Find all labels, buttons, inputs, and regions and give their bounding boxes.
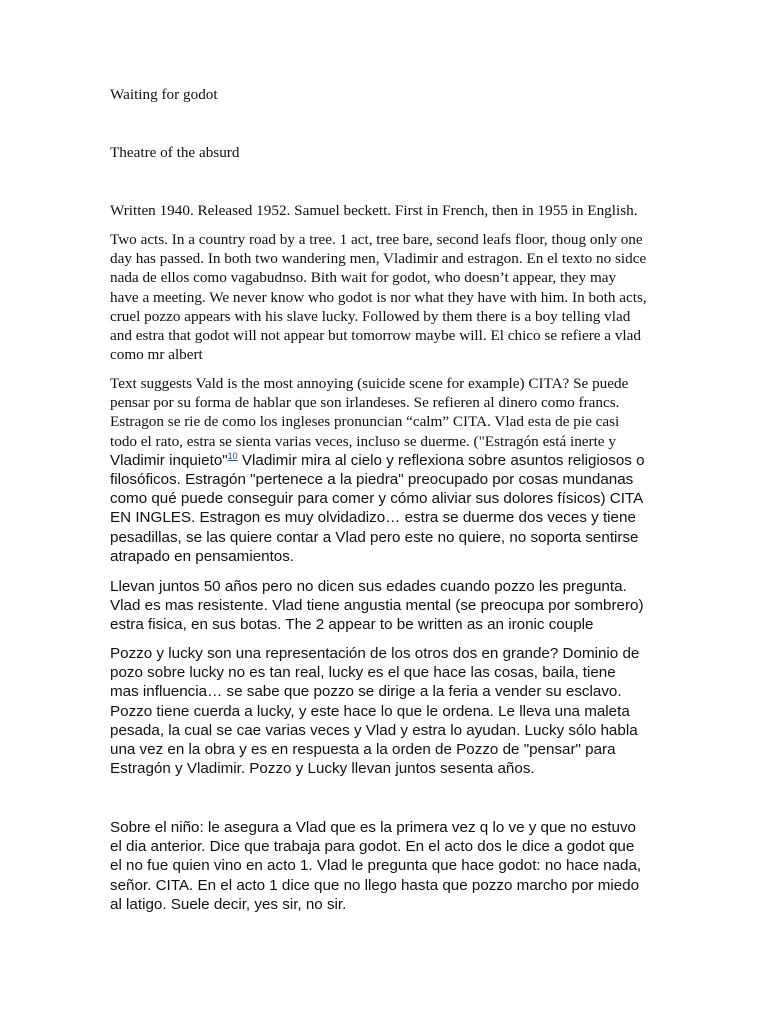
text-line: Pozzo tiene cuerda a lucky, y este hace lo que le ordena. Le lleva una maleta [110,702,630,720]
text-line: estra fisica, en sus botas. The 2 appear to be written as an ironic couple [110,616,594,634]
text-segment: Vladimir inquieto" [110,451,228,469]
footnote-reference [228,451,238,461]
text-line: pesada, la cual se cae varias veces y Vlad y estra lo ayudan. Lucky sólo habla [110,721,638,739]
text-line: filosóficos. Estragón "pertenece a la piedra" preocupado por cosas mundanas [110,471,634,489]
text-line: Pozzo y lucky son una representación de los otros dos en grande? Dominio de [110,645,640,662]
text-line: como mr albert [110,346,203,364]
text-line: mas influencia… se sabe que pozzo se dirige a la feria a vender su esclavo. [110,683,622,701]
document-subtitle: Theatre of the absurd [110,144,240,161]
paragraph-3 [110,374,668,566]
text-line: todo el rato, estra se sienta varias veces, incluso se duerme. ("Estragón está inerte y [110,432,616,450]
text-line: señor. CITA. En el acto 1 dice que no llego hasta que pozzo marcho por miedo [110,876,640,894]
text-line: una vez en la obra y es en respuesta a la orden de Pozzo de "pensar" para [110,741,616,759]
text-line: atrapado en pensamientos. [110,547,295,565]
text-line: day has passed. In both two wandering men, Vladimir and estragon. En el texto no sidce [110,250,647,268]
text-segment: Vladimir mira al cielo y reflexiona sobre asuntos religiosos o [237,451,645,469]
text-line: Llevan juntos 50 años pero no dicen sus edades cuando pozzo les pregunta. [110,578,627,595]
paragraph-6 [110,818,668,914]
text-line: como qué puede conseguir para comer y cómo aliviar sus dolores físicos) CITA [110,490,644,508]
text-line: and estra that godot will not appear but tomorrow maybe will. El chico se refiere a vlad [110,327,641,345]
text-line: Two acts. In a country road by a tree. 1 act, tree bare, second leafs floor, thoug only one [110,231,643,248]
text-line: al latigo. Suele decir, yes sir, no sir. [110,895,347,913]
text-line: nada de ellos como vagabudnso. Bith wait for godot, who doesn’t appear, they may [110,269,617,287]
text-line: cruel pozzo appears with his slave lucky. Followed by them there is a boy telling vlad [110,307,631,325]
text-line: el dia anterior. Dice que trabaja para godot. En el acto dos le dice a godot que [110,838,635,856]
text-line: el no fue quien vino en acto 1. Vlad le pregunta que hace godot: no hace nada, [110,857,642,875]
paragraph-4 [110,577,668,635]
paragraph-5 [110,644,668,778]
text-line: pensar por su forma de hablar que son irlandeses. Se refieren al dinero como francs. [110,394,620,412]
paragraph-1: Written 1940. Released 1952. Samuel beckett. First in French, then in 1955 in English. [110,202,638,219]
text-line: Text suggests Vald is the most annoying (suicide scene for example) CITA? Se puede [110,375,629,392]
text-line: Estragón y Vladimir. Pozzo y Lucky llevan juntos sesenta años. [110,760,535,778]
text-line-with-footnote [110,451,668,470]
text-line: pozo sobre lucky no es tan real, lucky es el que hace las cosas, baila, tiene [110,664,616,682]
text-line: Sobre el niño: le asegura a Vlad que es la primera vez q lo ve y que no estuvo [110,819,636,836]
text-line: pesadillas, se las quiere contar a Vlad pero este no quiere, no soporta sentirse [110,528,639,546]
text-line: Estragon se rie de como los ingleses pronuncian “calm” CITA. Vlad esta de pie casi [110,413,620,431]
text-line: Vlad es mas resistente. Vlad tiene angustia mental (se preocupa por sombrero) [110,597,644,615]
footnote-link[interactable]: 10 [227,450,238,461]
paragraph-2 [110,230,668,364]
text-line: have a meeting. We never know who godot is nor what they have with him. In both acts, [110,288,647,306]
text-line: EN INGLES. Estragon es muy olvidadizo… estra se duerme dos veces y tiene [110,509,636,527]
document-title: Waiting for godot [110,86,218,103]
